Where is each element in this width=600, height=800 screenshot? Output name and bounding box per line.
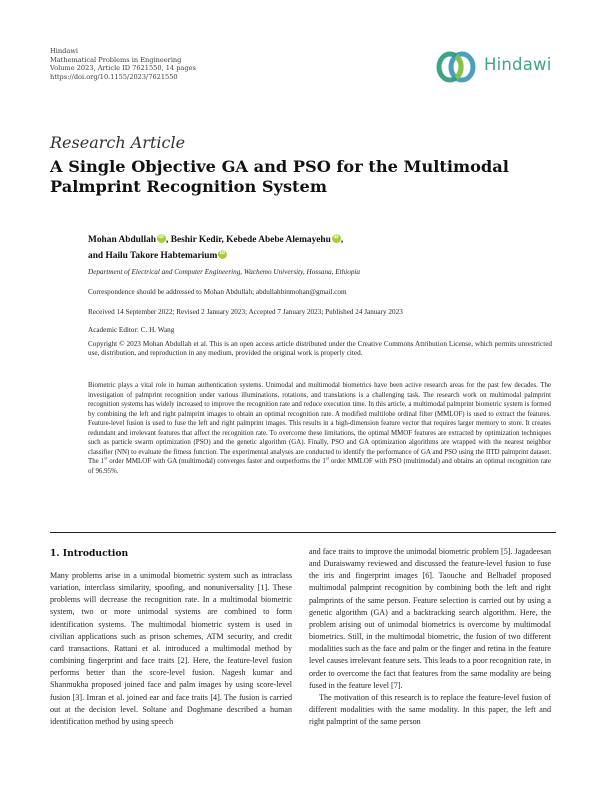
hindawi-logo bbox=[434, 47, 554, 87]
paper-title: A Single Objective GA and PSO for the Multimodal Palmprint Recognition System bbox=[50, 157, 509, 196]
abstract-text: order MMLOF with GA (multimodal) converges faster and outperforms the 1 bbox=[107, 458, 326, 466]
hindawi-logo-text: Hindawi bbox=[484, 55, 552, 74]
author-name: Beshir Kedir bbox=[170, 235, 222, 245]
abstract-text: order MMLOF with PSO (multimodal) and obtains an optimal recognition rate of 96.95%. bbox=[88, 458, 551, 475]
author-separator: , bbox=[166, 235, 171, 245]
publisher-name: Hindawi bbox=[50, 47, 79, 55]
orcid-icon[interactable] bbox=[332, 234, 344, 245]
orcid-icon[interactable] bbox=[157, 234, 166, 243]
copyright-notice: Copyright © 2023 Mohan Abdullah et al. This is an open access article distributed under the Creative Commons Attribution License, which permits unrestricted use, distribution, and reproduction in any medium, provided the original work is properly cited. bbox=[88, 340, 552, 358]
publication-dates: Received 14 September 2022; Revised 2 January 2023; Accepted 7 January 2023; Published 24 January 2023 bbox=[88, 308, 403, 316]
author-name: Mohan Abdullah bbox=[88, 235, 156, 245]
author-list bbox=[88, 232, 528, 264]
author-separator: , bbox=[340, 235, 344, 245]
orcid-icon[interactable] bbox=[218, 250, 227, 259]
paragraph: and face traits to improve the unimodal biometric problem [5]. Jagadeesan and Duraiswamy reviewed and discussed the feature-level fusion to fuse the iris and fingerprint images [6]. Taouche and Belhadef proposed multimodal palmprint recognition by combining both the left and right palmprints of the same person. Feature selection is carried out by using a genetic algorithm (GA) and a backtracking search algorithm. Here, the problem arising out of unimodal biometrics is overcome by multimodal biometrics. Still, in the multimodal biometric, the fusion of two different modalities such as the face and palm or the finger and retina in the feature level causes irrelevant feature sets. This leads to a poor recognition rate, in order to overcome the fact that features from the same modality are being fused in the feature level [7]. bbox=[309, 547, 551, 690]
author-name: and Hailu Takore Habtemarium bbox=[88, 251, 218, 261]
article-metadata bbox=[50, 47, 196, 81]
doi-link[interactable]: https://doi.org/10.1155/2023/7621550 bbox=[50, 72, 178, 81]
abstract bbox=[88, 381, 551, 476]
article-type: Research Article bbox=[50, 133, 186, 152]
right-column bbox=[309, 546, 551, 728]
section-heading: 1. Introduction bbox=[50, 548, 129, 559]
volume-line: Volume 2023, Article ID 7621550, 14 pages bbox=[50, 64, 196, 73]
correspondence: Correspondence should be addressed to Mohan Abdullah; abdullahbinmohan@gmail.com bbox=[88, 288, 347, 296]
academic-editor: Academic Editor: C. H. Wang bbox=[88, 326, 175, 334]
section-divider bbox=[50, 532, 556, 533]
author-separator: , bbox=[221, 235, 227, 245]
affiliation: Department of Electrical and Computer Engineering, Wachemo University, Hossana, Ethiopia bbox=[88, 268, 361, 276]
journal-name: Mathematical Problems in Engineering bbox=[50, 55, 182, 64]
left-column bbox=[50, 570, 292, 728]
paragraph: The motivation of this research is to replace the feature-level fusion of different modalities with the same modality. In this paper, the left and right palmprint of the same person bbox=[309, 692, 551, 727]
hindawi-logo-icon bbox=[434, 47, 480, 87]
author-name: Kebede Abebe Alemayehu bbox=[226, 235, 331, 245]
superscript: st bbox=[325, 456, 329, 462]
abstract-text: Biometric plays a vital role in human authentication systems. Unimodal and multimodal biometrics have been active research areas for the past few decades. The investigation of palmprint recognition under various illuminations, rotations, and translations is a challenging task. The research work on multimodal palmprint recognition systems has widely increased to improve the recognition rate and reduce execution time. In this article, a multimodal palmprint biometric system is formed by combining the left and right palmprint images to obtain an optimal recognition rate. A modified multilobe ordinal filter (MMLOF) is used to extract the features. Feature-level fusion is used to fuse the left and right palmprint images. This results in a high-dimension feature vector that requires larger memory to store. It creates redundant and irrelevant features that affect the recognition rate. To overcome these limitations, the optimal MMOF features are extracted by optimization techniques such as particle swarm optimization (PSO) and the genetic algorithm (GA). Finally, PSO and GA optimization algorithms are wrapped with the nearest neighbor classifier (NN) to evaluate the fitness function. The experimental analyses are conducted to identify the performance of GA and PSO using the IITD palmprint dataset. The 1 bbox=[88, 382, 551, 466]
paragraph: Many problems arise in a unimodal biometric system such as intraclass variation, interclass similarity, spoofing, and nonuniversality [1]. These problems will decrease the recognition rate. In a multimodal biometric system, two or more unimodal systems are combined to form identification systems. The multimodal biometric system is used in civilian applications such as prison schemes, ATM security, and credit card transactions. Rattani et al. introduced a multimodal method by combining fingerprint and face traits [2]. Here, the feature-level fusion performs better than the score-level fusion. Nagesh kumar and Shanmukha proposed joined face and palm images by using score-level fusion [3]. Imran et al. joined ear and face traits [4]. The fusion is carried out at the decision level. Soltane and Doghmane described a human identification method by using speech bbox=[50, 571, 292, 726]
superscript: st bbox=[104, 456, 108, 462]
